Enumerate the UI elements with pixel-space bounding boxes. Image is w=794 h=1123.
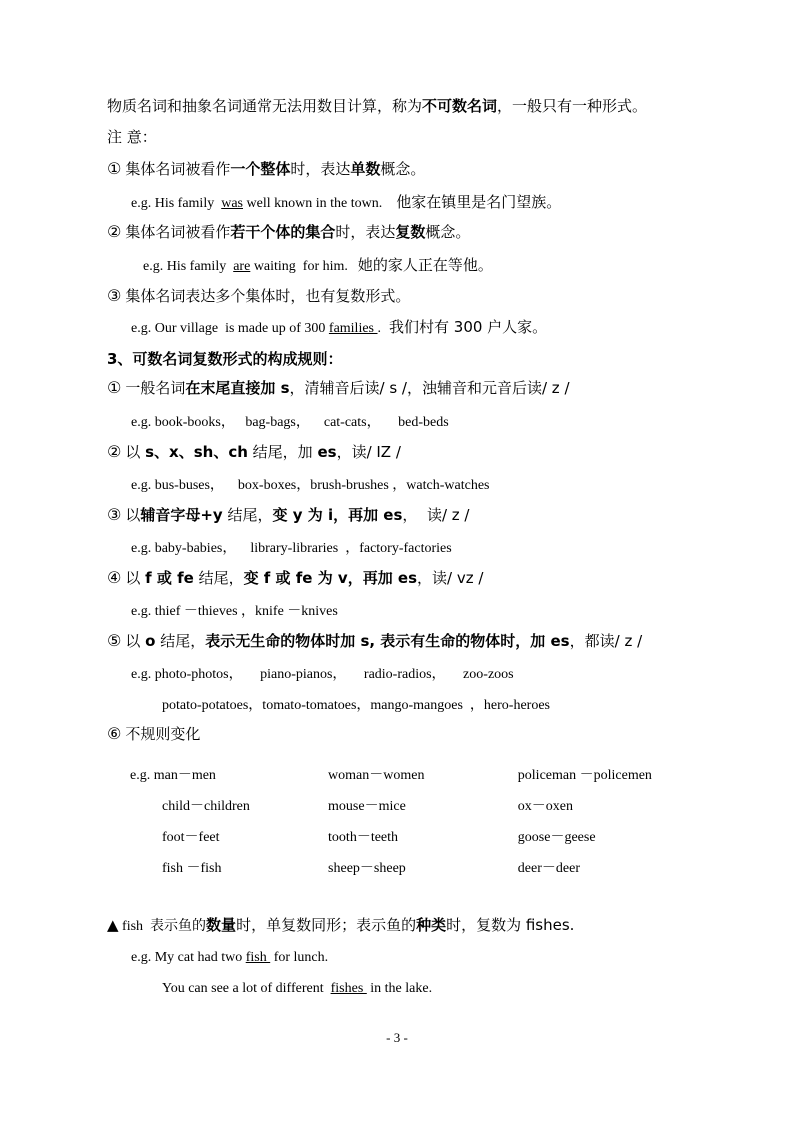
irregular-plurals-table (130, 758, 690, 882)
n3-ex-a: e.g. Our village is made up of 300 (131, 321, 329, 336)
n2-c: 时，表达 (335, 223, 396, 241)
n2-a: 集体名词被看作 (125, 223, 231, 241)
circled-number-3: ③ (107, 505, 122, 524)
rule-3 (107, 505, 469, 525)
circled-number-3: ③ (107, 286, 122, 305)
page-number: - 3 - (386, 1030, 408, 1045)
table-cell: policeman －policemen (517, 767, 652, 783)
table-cell: tooth－teeth (328, 829, 399, 845)
r2-d: es (317, 443, 337, 461)
table-cell: e.g. man－men (130, 767, 216, 783)
note-3 (107, 286, 410, 306)
rule-5-example-1: e.g. photo-photos， piano-pianos， radio-radios， zoo-zoos (131, 667, 514, 682)
fish-ex1-underlined: fish (245, 950, 271, 965)
note-1 (107, 159, 425, 179)
intro-tail: ，一般只有一种形式。 (497, 97, 648, 115)
r2-b: s、x、sh、ch (145, 443, 248, 461)
r2-a: 以 (125, 443, 146, 461)
n2-ex-b: waiting for him. (250, 259, 348, 274)
n1-b: 一个整体 (230, 160, 291, 178)
intro-bold: 不可数名词 (422, 97, 498, 115)
fish-ex2-a: You can see a lot of different (162, 981, 331, 996)
r3-d: 变 y 为 i，再加 es (272, 506, 403, 524)
rule-5-example-2: potato-potatoes，tomato-tomatoes，mango-mangoes ，hero-heroes (162, 698, 551, 713)
n3-ex-cn: 我们村有 300 户人家。 (389, 318, 548, 336)
table-cell: child－children (162, 798, 250, 814)
rule-4 (107, 568, 483, 588)
fish-example-1 (131, 948, 328, 968)
rule-2 (107, 442, 401, 462)
n1-c: 时，表达 (290, 160, 351, 178)
note-1-example (131, 192, 561, 214)
rule-1-example: e.g. book-books， bag-bags， cat-cats， bed-beds (131, 415, 449, 430)
r3-c: 结尾， (222, 506, 273, 524)
r1-a: 一般名词 (125, 379, 186, 397)
r4-d: 变 f 或 fe 为 v，再加 es (243, 569, 418, 587)
r3-b: 辅音字母+y (140, 506, 223, 524)
r6-title: 不规则变化 (125, 725, 201, 743)
r4-b: f 或 fe (145, 569, 194, 587)
n1-ex-cn: 他家在镇里是名门望族。 (396, 193, 562, 211)
r4-a: 以 (125, 569, 146, 587)
table-row (130, 758, 690, 789)
circled-number-4: ④ (107, 568, 122, 587)
table-cell: fish －fish (162, 860, 222, 876)
circled-number-6: ⑥ (107, 724, 122, 743)
r5-a: 以 (125, 632, 146, 650)
rule-1 (107, 378, 570, 398)
r1-c: ，清辅音后读/ s /，浊辅音和元音后读/ z / (289, 379, 570, 397)
n2-e: 概念。 (425, 223, 471, 241)
n1-e: 概念。 (380, 160, 426, 178)
table-cell: deer－deer (517, 860, 580, 876)
rule-2-example: e.g. bus-buses， box-boxes，brush-brushes ，watch-watches (131, 478, 490, 493)
fish-ex1-b: for lunch. (270, 950, 329, 965)
fish-ex2-b: in the lake. (366, 981, 433, 996)
table-row (130, 851, 690, 882)
r5-b: o (145, 632, 156, 650)
n3-ex-b: . (377, 321, 382, 336)
r2-e: ，读/ IZ / (336, 443, 401, 461)
n2-ex-cn: 她的家人正在等他。 (357, 256, 493, 274)
table-cell: woman－women (328, 767, 425, 783)
intro-text: 物质名词和抽象名词通常无法用数目计算，称为 (107, 97, 423, 115)
fish-b: 数量 (206, 916, 237, 934)
n1-ex-b: well known in the town. (243, 196, 383, 211)
r3-a: 以 (125, 506, 141, 524)
r5-e: ，都读/ z / (569, 632, 643, 650)
table-cell: foot－feet (162, 829, 220, 845)
note-label: 注 意： (107, 128, 157, 146)
circled-number-1: ① (107, 378, 122, 397)
fish-example-2 (162, 979, 432, 999)
r2-c: 结尾，加 (247, 443, 318, 461)
n3-a: 集体名词表达多个集体时，也有复数形式。 (125, 287, 411, 305)
r4-c: 结尾， (193, 569, 244, 587)
table-cell: mouse－mice (328, 798, 406, 814)
fish-d: 种类 (416, 916, 447, 934)
circled-number-1: ① (107, 159, 122, 178)
fish-c: 时，单复数同形；表示鱼的 (236, 916, 417, 934)
note-3-example (131, 317, 547, 339)
section-3-heading (107, 349, 342, 369)
r5-d: 表示无生命的物体时加 s, 表示有生命的物体时，加 es (205, 632, 570, 650)
circled-number-2: ② (107, 222, 122, 241)
intro-line (107, 96, 647, 116)
note-2-example (143, 255, 493, 277)
fish-note (107, 915, 574, 937)
table-cell: goose－geese (517, 829, 596, 845)
table-row (130, 789, 690, 820)
table-row (130, 820, 690, 851)
r4-e: ，读/ vz / (417, 569, 484, 587)
note-2 (107, 222, 470, 242)
n2-ex-a: e.g. His family (143, 259, 234, 274)
table-cell: sheep－sheep (328, 860, 406, 876)
n1-d: 单数 (350, 160, 381, 178)
rule-6 (107, 724, 200, 744)
n3-ex-underlined: families (328, 321, 378, 336)
fish-e: 时，复数为 fishes. (446, 916, 575, 934)
fish-ex2-underlined: fishes (330, 981, 367, 996)
fish-a: fish 表示鱼的 (118, 919, 207, 934)
n1-ex-a: e.g. His family (131, 196, 222, 211)
circled-number-2: ② (107, 442, 122, 461)
n2-d: 复数 (395, 223, 426, 241)
r1-b: 在末尾直接加 s (185, 379, 290, 397)
section-3-text: 3、可数名词复数形式的构成规则： (107, 350, 343, 368)
n1-a: 集体名词被看作 (125, 160, 231, 178)
rule-5 (107, 631, 642, 651)
rule-4-example: e.g. thief －thieves ，knife －knives (131, 604, 338, 619)
r3-e: ， 读/ z / (402, 506, 470, 524)
circled-number-5: ⑤ (107, 631, 122, 650)
n1-ex-underlined: was (221, 196, 243, 211)
triangle-bullet-icon: ▲ (107, 916, 119, 934)
fish-ex1-a: e.g. My cat had two (131, 950, 246, 965)
table-cell: ox－oxen (517, 798, 574, 814)
rule-3-example: e.g. baby-babies， library-libraries ，factory-factories (131, 541, 452, 556)
n2-ex-underlined: are (233, 259, 251, 274)
n2-b: 若干个体的集合 (230, 223, 336, 241)
r5-c: 结尾， (155, 632, 206, 650)
